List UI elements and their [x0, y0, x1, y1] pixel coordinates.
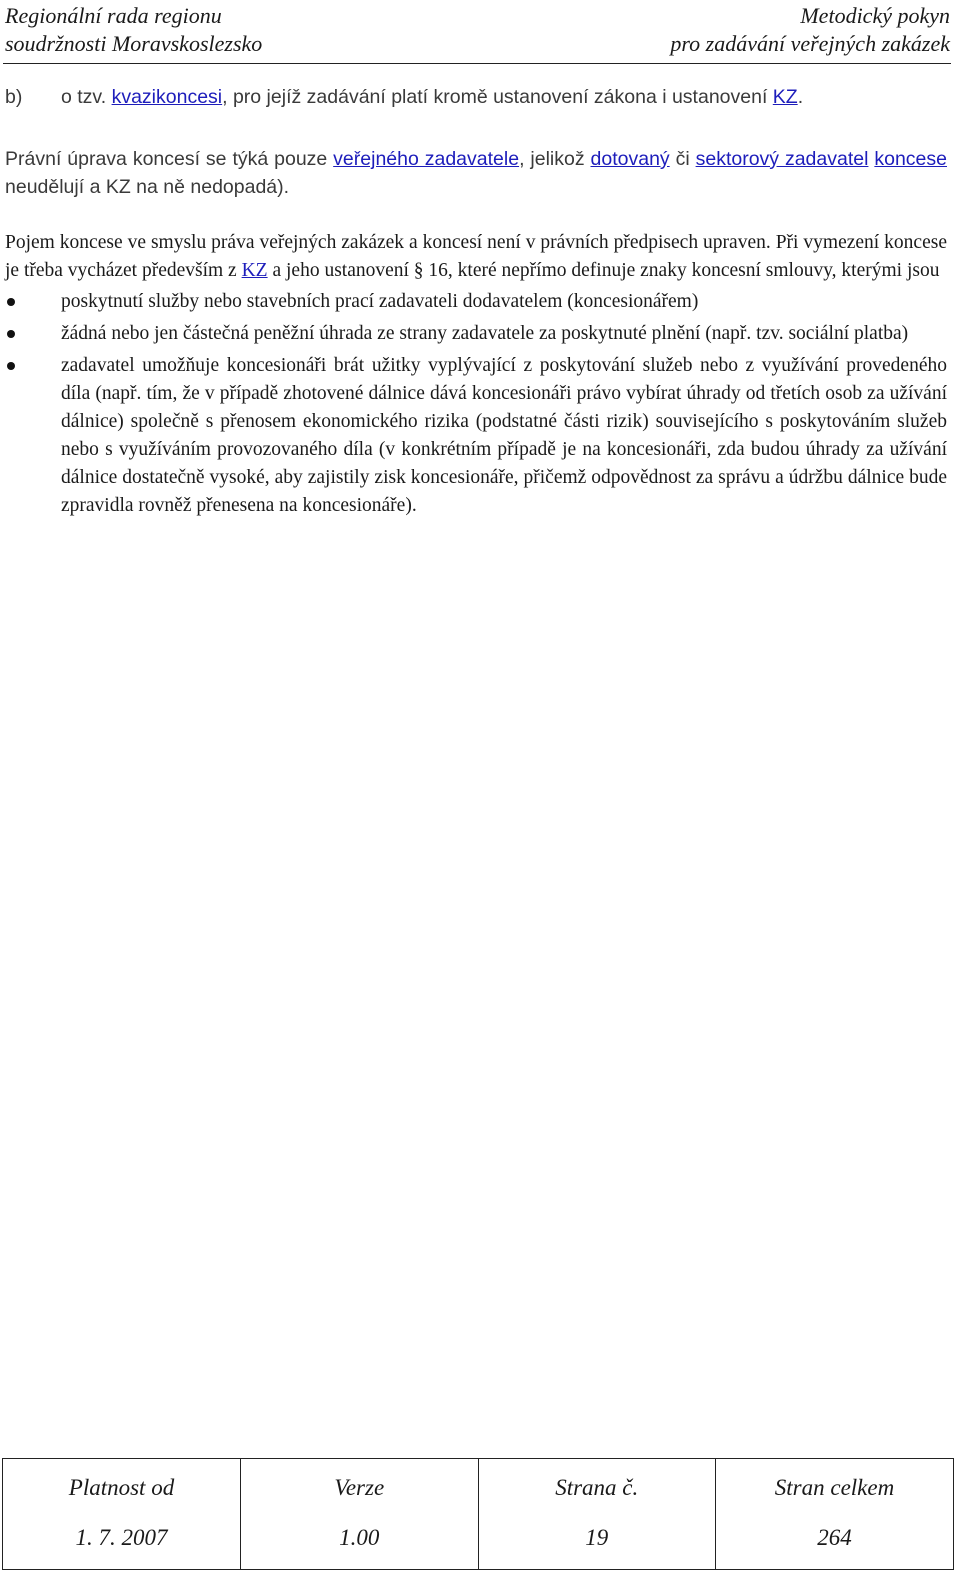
- item-b-text: , pro jejíž zadávání platí kromě ustanovení zákona i ustanovení: [222, 86, 773, 108]
- link-dotovany[interactable]: dotovaný: [590, 148, 670, 170]
- header-left-line2: soudržnosti Moravskoslezsko: [5, 31, 263, 56]
- footer-cell-total-pages: [716, 1459, 954, 1569]
- list-item-text: zadavatel umožňuje koncesionáři brát užitky vyplývající z poskytování služeb nebo z využívání provedeného díla (např. tím, že v případě zhotovené dálnice dává koncesionáři právo vybírat úhrady od třetích osob za užívání dálnice) společně s přenosem ekonomického rizika (podstatné části rizik) souvisejícího s poskytováním služeb nebo s využíváním provozovaného díla (v konkrétním případě je na koncesionáři, zda budou úhrady za užívání dálnice dostatečně vysoké, aby zajistily zisk koncesionáře, přičemž odpovědnost za správu a údržbu dálnice bude zpravidla rovněž přenesena na koncesionáře).: [61, 355, 947, 516]
- footer-label: Strana č.: [555, 1475, 639, 1500]
- list-item-text: žádná nebo jen částečná peněžní úhrada ze strany zadavatele za poskytnuté plnění (např. tzv. sociální platba): [61, 323, 909, 344]
- bullet-icon: [7, 298, 15, 306]
- footer-value: 264: [817, 1525, 852, 1550]
- header-right: [670, 2, 950, 58]
- list-item: [5, 288, 947, 316]
- paragraph-legal-scope: [5, 145, 947, 201]
- footer-label: Verze: [334, 1475, 385, 1500]
- link-sektorovy-zadavatel[interactable]: sektorový zadavatel: [695, 148, 869, 170]
- document-body: [5, 83, 947, 524]
- page-header: [0, 0, 960, 66]
- bullet-icon: [7, 362, 15, 370]
- paragraph-text: Pojem koncese ve smyslu práva veřejných zakázek a koncesí není v právních předpisech upraven. Při vymezení koncese je třeba vycházet především z: [5, 232, 947, 281]
- link-verejny-zadavatel[interactable]: veřejného zadavatele: [333, 148, 520, 170]
- list-item: [5, 320, 947, 348]
- paragraph-text: či: [669, 148, 696, 170]
- list-item: [5, 352, 947, 520]
- bullet-icon: [7, 330, 15, 338]
- header-right-line2: pro zadávání veřejných zakázek: [670, 31, 950, 56]
- item-b-text: o tzv.: [61, 86, 112, 108]
- header-left: [5, 2, 262, 58]
- footer-label: Stran celkem: [774, 1475, 895, 1500]
- footer-cell-validity: [3, 1459, 241, 1569]
- footer-cell-page: [478, 1459, 716, 1569]
- footer-cell-version: [241, 1459, 479, 1569]
- list-item-text: poskytnutí služby nebo stavebních prací zadavateli dodavatelem (koncesionářem): [61, 291, 699, 312]
- paragraph-text: neudělují a KZ na ně nedopadá).: [5, 176, 290, 198]
- link-kz[interactable]: KZ: [772, 86, 798, 108]
- paragraph-text: a jeho ustanovení § 16, které nepřímo definuje znaky koncesní smlouvy, kterými jsou: [267, 260, 940, 281]
- item-b-marker: b): [5, 86, 23, 108]
- bullet-list: [5, 288, 947, 520]
- paragraph-text: Právní úprava koncesí se týká pouze: [5, 148, 334, 170]
- footer-label: Platnost od: [68, 1475, 175, 1500]
- paragraph-definition: [5, 229, 947, 285]
- link-kz-2[interactable]: KZ: [241, 260, 268, 281]
- link-kvazikoncesi[interactable]: kvazikoncesi: [111, 86, 223, 108]
- page-footer: [2, 1458, 954, 1570]
- footer-value: 1.00: [339, 1525, 380, 1550]
- header-right-line1: Metodický pokyn: [800, 3, 950, 28]
- header-rule: [3, 63, 951, 64]
- header-left-line1: Regionální rada regionu: [5, 3, 222, 28]
- paragraph-text: , jelikož: [519, 148, 591, 170]
- link-koncese[interactable]: koncese: [874, 148, 947, 170]
- item-b-text: .: [797, 86, 804, 108]
- footer-value: 19: [585, 1525, 609, 1550]
- footer-value: 1. 7. 2007: [75, 1525, 168, 1550]
- footer-table: [3, 1459, 953, 1569]
- item-b: [5, 83, 947, 111]
